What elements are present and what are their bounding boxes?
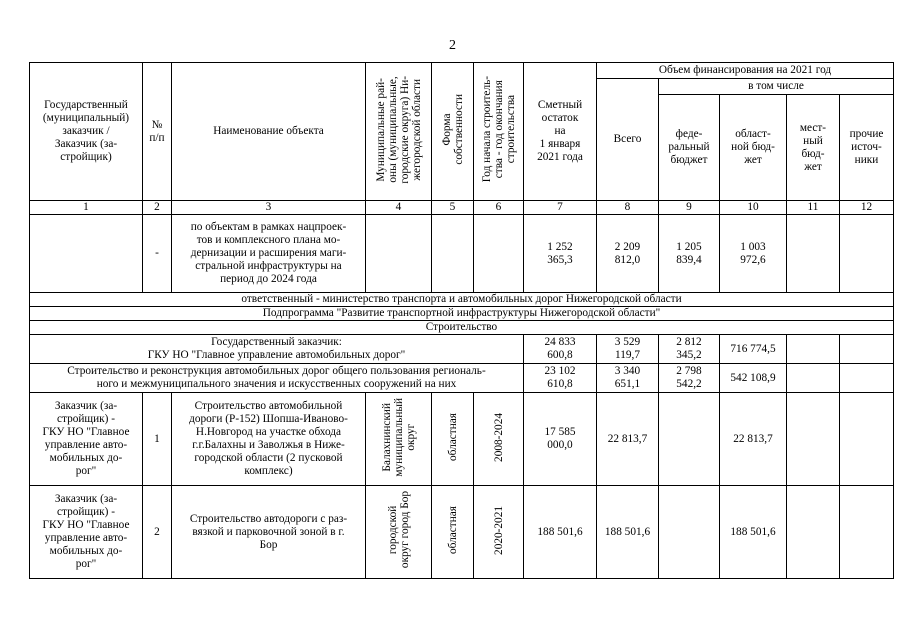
row-total: 2 209 812,0 (597, 215, 659, 293)
row-regional: 716 774,5 (720, 335, 787, 364)
page-number: 2 (449, 38, 456, 53)
item-years: 2008-2024 (474, 393, 524, 486)
table-row-construction-total (30, 364, 894, 393)
header-including: в том числе (659, 79, 894, 95)
row-num: - (143, 215, 172, 293)
item-ownership: областная (432, 393, 474, 486)
item-num: 2 (143, 486, 172, 579)
table-row (30, 486, 894, 579)
item-years: 2020-2021 (474, 486, 524, 579)
item-estimate: 17 585 000,0 (524, 393, 597, 486)
header-object-name: Наименование объекта (172, 63, 366, 201)
state-customer-label: Государственный заказчик: (211, 336, 342, 348)
header-regional: област- ной бюд- жет (720, 95, 787, 201)
row-regional: 1 003 972,6 (720, 215, 787, 293)
header-funding-2021: Объем финансирования на 2021 год (597, 63, 894, 79)
table-row-state-customer (30, 335, 894, 364)
item-customer: Заказчик (за- стройщик) - ГКУ НО "Главное управление авто- мобильных до- рог" (30, 393, 143, 486)
item-other (840, 393, 894, 486)
row-federal: 2 798 542,2 (659, 364, 720, 393)
construction-total-name: Строительство и реконструкция автомобильных дорог общего пользования региональ- ного и межмуниципального значения и искусственных сооружений на них (30, 364, 524, 393)
item-federal (659, 393, 720, 486)
header-districts: Муниципальные рай- оны (муниципальные, городские округа) Ни- жегородской области (366, 63, 432, 201)
item-total: 188 501,6 (597, 486, 659, 579)
row-estimate: 24 833 600,8 (524, 335, 597, 364)
header-total: Всего (597, 79, 659, 201)
column-number: 8 (597, 201, 659, 215)
row-federal: 1 205 839,4 (659, 215, 720, 293)
column-number: 5 (432, 201, 474, 215)
item-regional: 22 813,7 (720, 393, 787, 486)
column-number: 12 (840, 201, 894, 215)
item-local (787, 486, 840, 579)
column-number: 1 (30, 201, 143, 215)
subprogram-row: Подпрограмма "Развитие транспортной инфраструктуры Нижегородской области" (30, 307, 894, 321)
item-customer: Заказчик (за- стройщик) - ГКУ НО "Главное управление авто- мобильных до- рог" (30, 486, 143, 579)
table-row-national-projects (30, 215, 894, 293)
column-number: 9 (659, 201, 720, 215)
item-local (787, 393, 840, 486)
header-num: № п/п (143, 63, 172, 201)
header-customer: Государственный (муниципальный) заказчик / Заказчик (за- стройщик) (30, 63, 143, 201)
column-number: 3 (172, 201, 366, 215)
row-estimate: 1 252 365,3 (524, 215, 597, 293)
row-regional: 542 108,9 (720, 364, 787, 393)
item-name: Строительство автомобильной дороги (Р-152) Шопша-Иваново- Н.Новгород на участке обхода г.г.Балахны и Заволжья в Ниже- городской области (2 пусковой комплекс) (172, 393, 366, 486)
header-ownership: Форма собственности (432, 63, 474, 201)
row-federal: 2 812 345,2 (659, 335, 720, 364)
column-number: 7 (524, 201, 597, 215)
item-other (840, 486, 894, 579)
header-local: мест- ный бюд- жет (787, 95, 840, 201)
column-number: 2 (143, 201, 172, 215)
header-estimate: Сметный остаток на 1 января 2021 года (524, 63, 597, 201)
item-ownership: областная (432, 486, 474, 579)
table-row (30, 393, 894, 486)
row-total: 3 340 651,1 (597, 364, 659, 393)
row-total: 3 529 119,7 (597, 335, 659, 364)
state-customer-cell (30, 335, 524, 364)
item-district: городской округ город Бор (366, 486, 432, 579)
item-name: Строительство автодороги с раз- вязкой и парковочной зоной в г. Бор (172, 486, 366, 579)
financing-table (29, 62, 894, 579)
item-federal (659, 486, 720, 579)
responsible-row: ответственный - министерство транспорта и автомобильных дорог Нижегородской области (30, 293, 894, 307)
column-number: 11 (787, 201, 840, 215)
column-number: 4 (366, 201, 432, 215)
item-estimate: 188 501,6 (524, 486, 597, 579)
row-name: по объектам в рамках нацпроек- тов и комплексного плана мо- дернизации и расширения маги- стральной инфраструктуры на период до 2024 года (172, 215, 366, 293)
state-customer-name: ГКУ НО "Главное управление автомобильных дорог" (147, 349, 406, 361)
section-row: Строительство (30, 321, 894, 335)
header-years: Год начала строитель- ства - год окончания строительства (474, 63, 524, 201)
item-district: Балахнинский муниципальный округ (366, 393, 432, 486)
row-estimate: 23 102 610,8 (524, 364, 597, 393)
column-number: 6 (474, 201, 524, 215)
item-regional: 188 501,6 (720, 486, 787, 579)
item-total: 22 813,7 (597, 393, 659, 486)
column-number: 10 (720, 201, 787, 215)
item-num: 1 (143, 393, 172, 486)
header-other: прочие источ- ники (840, 95, 894, 201)
column-numbers-row (30, 201, 894, 215)
header-federal: феде- ральный бюджет (659, 95, 720, 201)
